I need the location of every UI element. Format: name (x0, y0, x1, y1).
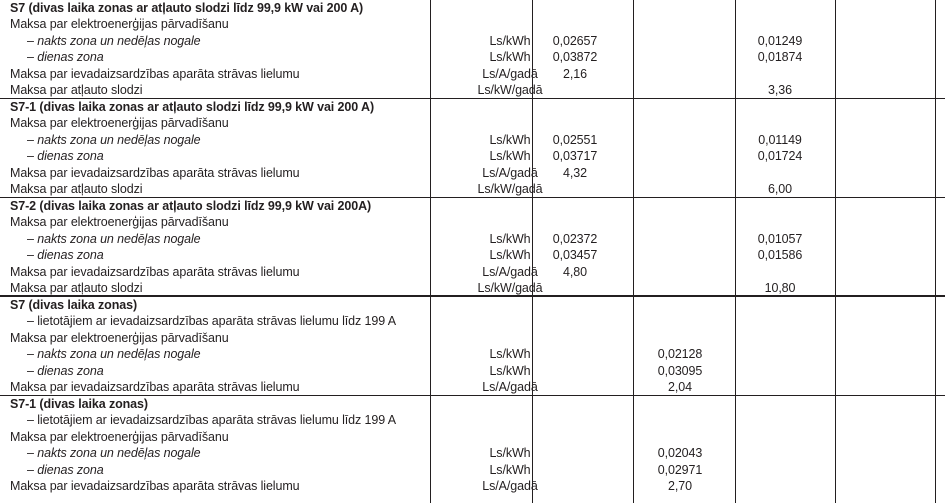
row-description: Maksa par atļauto slodzi (10, 82, 143, 97)
unit-cell: Ls/kWh (489, 132, 531, 147)
unit-cell: Ls/kWh (489, 446, 531, 461)
row-description (27, 231, 201, 247)
unit-cell: Ls/kWh (489, 149, 531, 164)
section-title: S7-2 (divas laika zonas ar atļauto slodzi līdz 99,9 kW vai 200A) (10, 199, 372, 213)
dash-marker: – (27, 33, 34, 48)
tariff-row (0, 16, 945, 32)
row-description (27, 313, 396, 329)
value-col-1: 0,03717 (552, 149, 598, 164)
row-description: Maksa par ievadaizsardzības aparāta strāvas lielumu (10, 165, 300, 180)
tariff-row (0, 82, 945, 98)
section-title: S7 (divas laika zonas ar atļauto slodzi līdz 99,9 kW vai 200 A) (10, 1, 364, 15)
dash-marker: – (27, 363, 34, 378)
row-description (27, 346, 201, 362)
tariff-row (0, 379, 945, 395)
tariff-row (0, 231, 945, 247)
row-description (27, 363, 104, 379)
value-col-3: 0,01724 (757, 149, 803, 164)
value-col-1: 2,16 (563, 66, 587, 81)
row-description (27, 412, 396, 428)
value-col-3: 0,01874 (757, 50, 803, 65)
dash-marker: – (27, 314, 34, 329)
dash-marker: – (27, 50, 34, 65)
value-col-2: 0,02128 (657, 347, 703, 362)
tariff-row (0, 264, 945, 280)
row-description (27, 33, 201, 49)
value-col-1: 0,02657 (552, 33, 598, 48)
row-description-text: nakts zona un nedēļas nogale (37, 33, 201, 48)
tariff-row (0, 429, 945, 445)
row-description: Maksa par elektroenerģijas pārvadīšanu (10, 17, 229, 32)
row-description: Maksa par elektroenerģijas pārvadīšanu (10, 116, 229, 131)
tariff-row (0, 363, 945, 379)
dash-marker: – (27, 347, 34, 362)
value-col-1: 0,03872 (552, 50, 598, 65)
value-col-3: 3,36 (768, 82, 792, 97)
tariff-section (0, 295, 945, 395)
row-description: Maksa par ievadaizsardzības aparāta strāvas lielumu (10, 478, 300, 493)
section-title-row (0, 0, 945, 16)
row-description-text: dienas zona (37, 363, 104, 378)
value-col-2: 0,02043 (657, 446, 703, 461)
tariff-row (0, 132, 945, 148)
unit-cell: Ls/kWh (489, 231, 531, 246)
row-description-text: dienas zona (37, 50, 104, 65)
row-description (27, 148, 104, 164)
row-description: Maksa par atļauto slodzi (10, 280, 143, 295)
row-description: Maksa par ievadaizsardzības aparāta strāvas lielumu (10, 264, 300, 279)
dash-marker: – (27, 413, 34, 428)
value-col-2: 0,03095 (657, 363, 703, 378)
value-col-3: 10,80 (764, 280, 796, 295)
dash-marker: – (27, 149, 34, 164)
row-description-text: nakts zona un nedēļas nogale (37, 132, 201, 147)
tariff-row (0, 165, 945, 181)
tariff-row (0, 33, 945, 49)
tariff-section (0, 197, 945, 296)
value-col-1: 0,02551 (552, 132, 598, 147)
tariff-section (0, 98, 945, 197)
row-description: Maksa par elektroenerģijas pārvadīšanu (10, 330, 229, 345)
value-col-3: 0,01057 (757, 231, 803, 246)
tariff-row (0, 412, 945, 428)
value-col-2: 0,02971 (657, 462, 703, 477)
dash-marker: – (27, 446, 34, 461)
row-description-text: nakts zona un nedēļas nogale (37, 231, 201, 246)
section-title-row (0, 297, 945, 313)
tariff-row (0, 330, 945, 346)
row-description (27, 462, 104, 478)
value-col-3: 0,01249 (757, 33, 803, 48)
row-description-text: dienas zona (37, 248, 104, 263)
tariff-row (0, 115, 945, 131)
unit-cell: Ls/kWh (489, 50, 531, 65)
unit-cell: Ls/A/gadā (482, 264, 538, 279)
tariff-section (0, 395, 945, 494)
tariff-row (0, 445, 945, 461)
section-title-row (0, 198, 945, 214)
unit-cell: Ls/kW/gadā (477, 280, 543, 295)
row-description (27, 445, 201, 461)
unit-cell: Ls/A/gadā (482, 165, 538, 180)
row-description: Maksa par ievadaizsardzības aparāta strāvas lielumu (10, 379, 300, 394)
tariff-row (0, 247, 945, 263)
row-description: Maksa par ievadaizsardzības aparāta strāvas lielumu (10, 66, 300, 81)
tariff-row (0, 148, 945, 164)
tariff-row (0, 313, 945, 329)
tariff-row (0, 478, 945, 494)
value-col-3: 0,01586 (757, 248, 803, 263)
unit-cell: Ls/kWh (489, 33, 531, 48)
unit-cell: Ls/A/gadā (482, 66, 538, 81)
tariff-section (0, 0, 945, 98)
row-description: Maksa par elektroenerģijas pārvadīšanu (10, 215, 229, 230)
dash-marker: – (27, 248, 34, 263)
dash-marker: – (27, 231, 34, 246)
row-description (27, 132, 201, 148)
tariff-row (0, 49, 945, 65)
unit-cell: Ls/A/gadā (482, 478, 538, 493)
section-title: S7 (divas laika zonas) (10, 298, 138, 312)
value-col-2: 2,70 (668, 478, 692, 493)
row-description-text: dienas zona (37, 149, 104, 164)
row-description: Maksa par elektroenerģijas pārvadīšanu (10, 429, 229, 444)
unit-cell: Ls/kW/gadā (477, 181, 543, 196)
row-description (27, 49, 104, 65)
value-col-3: 0,01149 (758, 132, 802, 147)
unit-cell: Ls/kWh (489, 462, 531, 477)
value-col-3: 6,00 (768, 181, 792, 196)
dash-marker: – (27, 462, 34, 477)
unit-cell: Ls/kW/gadā (477, 82, 543, 97)
tariff-row (0, 181, 945, 197)
tariff-row (0, 66, 945, 82)
section-title: S7-1 (divas laika zonas) (10, 397, 148, 411)
dash-marker: – (27, 132, 34, 147)
unit-cell: Ls/kWh (489, 363, 531, 378)
tariff-row (0, 462, 945, 478)
tariff-row (0, 214, 945, 230)
value-col-1: 0,02372 (552, 231, 598, 246)
row-description-text: lietotājiem ar ievadaizsardzības aparāta strāvas lielumu līdz 199 A (37, 413, 397, 428)
unit-cell: Ls/kWh (489, 248, 531, 263)
row-description-text: nakts zona un nedēļas nogale (37, 347, 201, 362)
unit-cell: Ls/A/gadā (482, 379, 538, 394)
value-col-1: 4,32 (563, 165, 587, 180)
section-title-row (0, 396, 945, 412)
value-col-2: 2,04 (668, 379, 692, 394)
row-description-text: dienas zona (37, 462, 104, 477)
row-description: Maksa par atļauto slodzi (10, 181, 143, 196)
unit-cell: Ls/kWh (489, 347, 531, 362)
value-col-1: 4,80 (563, 264, 587, 279)
section-title-row (0, 99, 945, 115)
value-col-1: 0,03457 (552, 248, 598, 263)
tariff-row (0, 346, 945, 362)
row-description (27, 247, 104, 263)
tariff-row (0, 280, 945, 296)
section-title: S7-1 (divas laika zonas ar atļauto slodzi līdz 99,9 kW vai 200 A) (10, 100, 375, 114)
row-description-text: lietotājiem ar ievadaizsardzības aparāta strāvas lielumu līdz 199 A (37, 314, 397, 329)
row-description-text: nakts zona un nedēļas nogale (37, 446, 201, 461)
